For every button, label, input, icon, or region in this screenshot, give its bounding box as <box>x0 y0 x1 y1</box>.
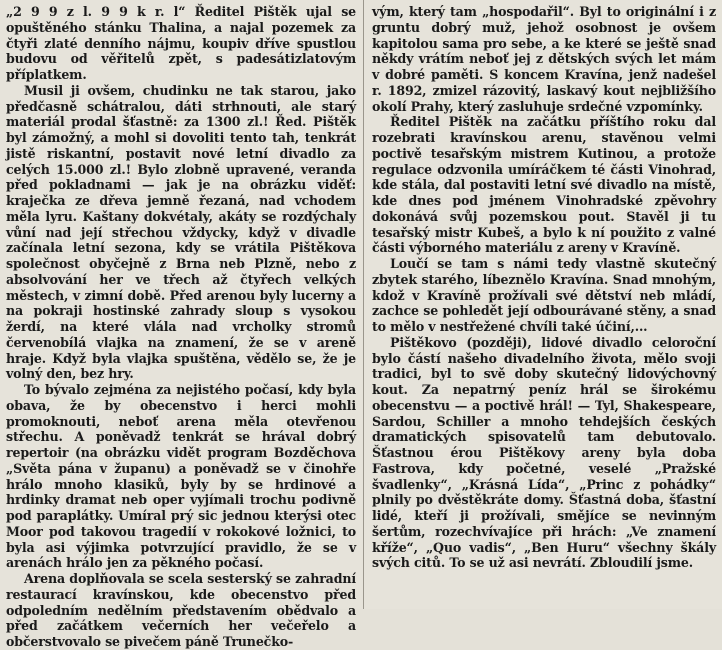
paragraph: Ředitel Pištěk na začátku příštího roku dal rozebrati kravínskou arenu, stavěnou velmi poctivě tesařským mistrem Kutinou, a protože regulace odzvonila umíráčkem té části Vinohrad, kde stála, dal postaviti letní své divadlo na místě, kde dnes pod jménem Vinohradské zpěvohry dokonává svůj pozemskou pout. Stavěl ji tu tesařský mistr Kubeš, a bylo k ní použito z valné části výborného materiálu z areny v Kravíně. <box>372 114 716 256</box>
paragraph: Musil ji ovšem, chudinku ne tak starou, jako předčasně schátralou, dáti strhnouti, ale starý materiál prodal šťastně: za 1300 zl.! Řed. Pištěk byl zámožný, a mohl si dovoliti tento tah, tenkrát jistě riskantní, postavit nové letní divadlo za celých 15.000 zl.! Bylo zlobně upravené, veranda před pokladnami — jak je na obrázku viděť: kraječka ze dřeva jemně řezaná, nad vchodem měla lyru. Kaštany dokvétaly, akáty se rozdýchaly vůní nad její střechou vždycky, když v divadle začínala letní sezona, kdy se vrátila Pištěkova společnost obyčejně z Brna neb Plzně, nebo z absolvování her ve třech až čtyřech velkých městech, v zimní době. Před arenou byly lucerny a na pokraji hostinské zahrady sloup s vysokou žerdí, na které vlála nad vrcholky stromů červenobílá vlajka na znamení, že se v areně hraje. Když byla vlajka spuštěna, vědělo se, že je volný den, bez hry. <box>6 82 356 382</box>
paragraph: „2 9 9 z l. 9 9 k r. l“ Ředitel Pištěk ujal se opuštěného stánku Thalina, a najal pozemek za čtyři zlaté denního nájmu, koupiv dříve spustlou budovu od věřitelů zpět, s padesátizlatovým příplatkem. <box>6 4 356 82</box>
right-column <box>372 4 716 605</box>
paragraph: To bývalo zejména za nejistého počasí, kdy byla obava, že by obecenstvo i herci mohli promoknouti, neboť arena měla otevřenou střechu. A poněvadž tenkrát se hrával dobrý repertoir (na obrázku vidět program Bozděchova „Světa pána v županu) a poněvadž se v činohře hrálo mnoho klasiků, byly by se hrdinové a hrdinky dramat neb oper vyjímali trochu podivně pod paraplátky. Umíral prý sic jednou kterýsi otec Moor pod takovou tragedií v rokokové ložnici, to byla asi výjimka potvrzující pravidlo, že se v arenách hrálo jen za pěkného počasí. <box>6 382 356 571</box>
paragraph: Arena doplňovala se scela sesterský se zahradní restaurací kravínskou, kde obecenstvo před odpoledním nedělním představením obědvalo a před začátkem večerních her večeřelo a občerstvovalo se pivečem páně Trunečko- <box>6 571 356 649</box>
left-column <box>6 4 356 649</box>
paragraph: vým, který tam „hospodařil“. Byl to originální i z gruntu dobrý muž, jehož osobnost je ovšem kapitolou sama pro sebe, a ke které se ještě snad někdy vrátím neboť jej z dětských svých let mám v dobré paměti. S koncem Kravína, jenž nadešel r. 1892, zmizel rázovitý, laskavý kout nejbližšího okolí Prahy, který zasluhuje srdečné vzpomínky. <box>372 4 716 114</box>
column-divider <box>363 0 364 609</box>
paragraph: Pištěkovo (později), lidové divadlo celoroční bylo částí našeho divadelního života, mělo svoji tradici, byl to svě doby skutečný lidovýchovný kout. Za nepatrný peníz hrál se širokému obecenstvu — a poctivě hrál! — Tyl, Shakespeare, Sardou, Schiller a mnoho tehdejších českých dramatických spisovatelů tam debutovalo. Šťastnou érou Pištěkovy areny byla doba Fastrova, kdy početné, veselé „Pražské švadlenky“, „Krásná Lída“, „Princ z pohádky“ plnily po dvěstěkráte domy. Šťastná doba, šťastní lidé, kteří ji prožívali, smějíce se nevinným šertům, rozechvívajíce při hrách: „Ve znamení kříže“, „Quo vadis“, „Ben Huru“ všechny škály svých citů. To se už asi nevrátí. Zbloudilí jsme. <box>372 334 716 571</box>
paragraph: Loučí se tam s námi tedy vlastně skutečný zbytek starého, líbeznělo Kravína. Snad mnohým, kdož v Kravíně prožívali své dětství neb mládí, zachce se pohledět její odbourávané stěny, a snad to mělo v nestřežené chvíli také účiní,... <box>372 256 716 334</box>
